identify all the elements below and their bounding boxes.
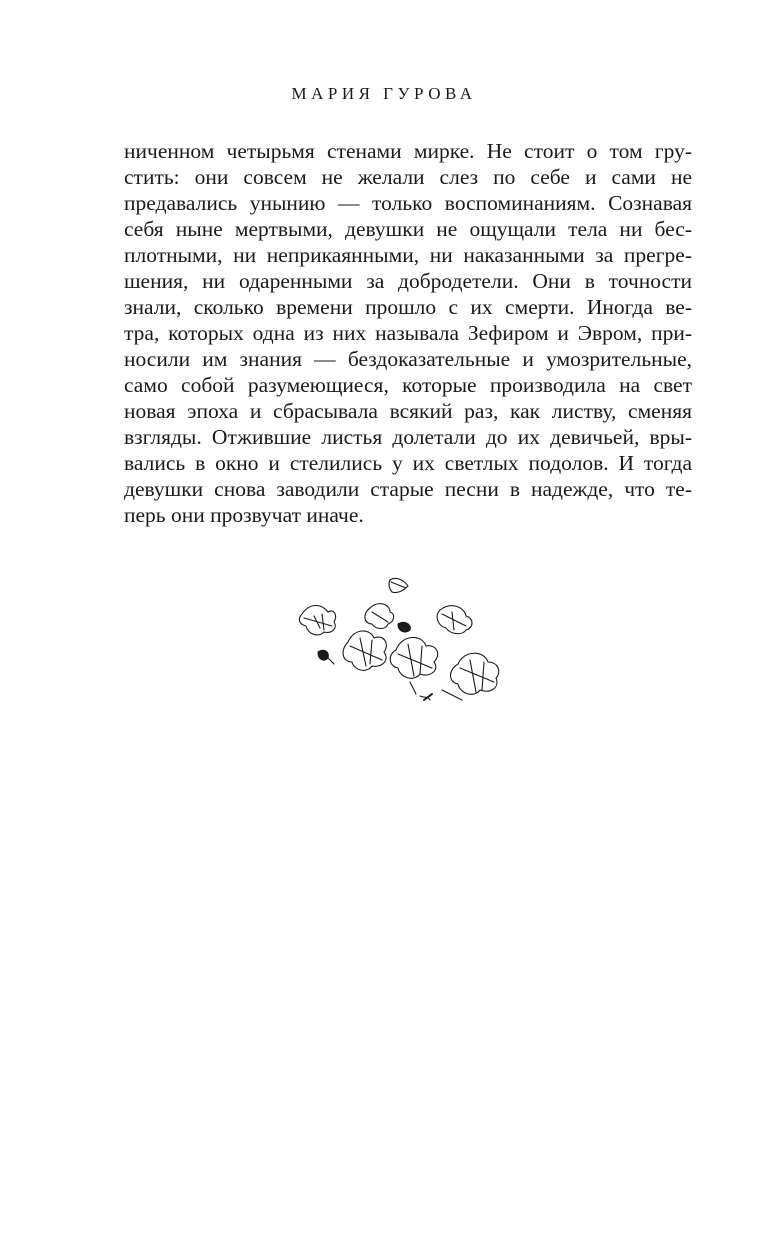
text-line: плотными, ни неприкаянными, ни наказанными за прегре-	[124, 243, 692, 267]
text-line: себя ныне мертвыми, девушки не ощущали тела ни бес-	[124, 217, 692, 241]
text-line: знали, сколько времени прошло с их смерти. Иногда ве-	[124, 295, 692, 319]
body-paragraph	[124, 138, 692, 528]
text-line: шения, ни одаренными за добродетели. Они в точности	[124, 269, 692, 293]
text-line: стить: они совсем не желали слез по себе и сами не	[124, 165, 692, 189]
text-line: новая эпоха и сбрасывала всякий раз, как листву, сменяя	[124, 399, 692, 423]
text-line: перь они прозвучат иначе.	[124, 503, 364, 527]
text-line: тра, которых одна из них называла Зефиром и Эвром, при-	[124, 321, 692, 345]
running-head: МАРИЯ ГУРОВА	[291, 84, 477, 103]
text-line: носили им знания — бездоказательные и умозрительные,	[124, 347, 692, 371]
text-line: предавались унынию — только воспоминаниям. Сознавая	[124, 191, 692, 215]
text-line: ниченном четырьмя стенами мирке. Не стоит о том гру-	[124, 139, 692, 163]
falling-leaves-icon	[292, 572, 506, 708]
text-line: само собой разумеющиеся, которые производила на свет	[124, 373, 692, 397]
text-line: девушки снова заводили старые песни в надежде, что те-	[124, 477, 692, 501]
text-line: вались в окно и стелились у их светлых подолов. И тогда	[124, 451, 692, 475]
text-line: взгляды. Отжившие листья долетали до их девичьей, вры-	[124, 425, 692, 449]
